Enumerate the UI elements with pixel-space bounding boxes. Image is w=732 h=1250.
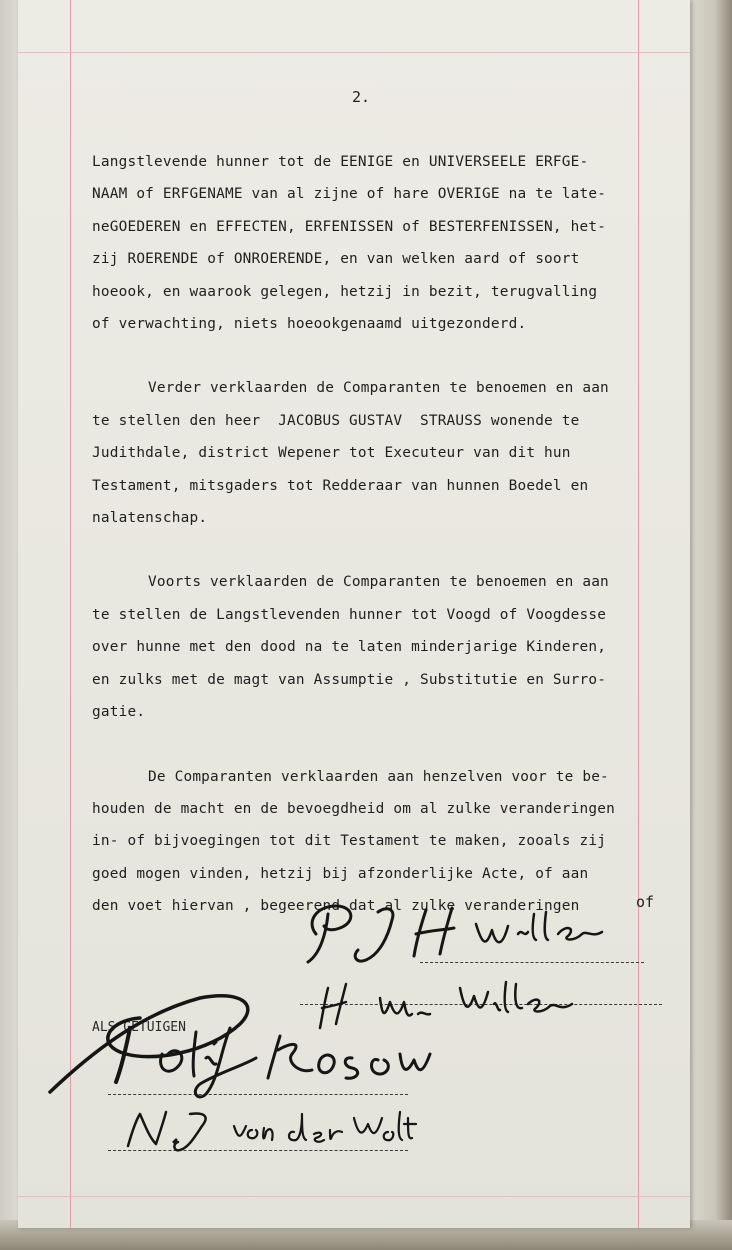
text-line: Langstlevende hunner tot de EENIGE en UNIVERSEELE ERFGE- [92, 154, 589, 170]
paragraph-gap [92, 534, 667, 566]
text-line: NAAM of ERFGENAME van al zijne of hare OVERIGE na te late- [92, 186, 607, 203]
text-line: Verder verklaarden de Comparanten te benoemen en aan [148, 380, 609, 397]
text-line: Testament, mitsgaders tot Redderaar van hunnen Boedel en [92, 477, 589, 494]
paragraph-gap [92, 729, 667, 761]
text-line: in- of bijvoegingen tot dit Testament te maken, zooals zij [92, 833, 607, 850]
text-line: en zulks met de magt van Assumptie , Substitutie en Surro- [92, 671, 607, 688]
text-line: te stellen den heer JACOBUS GUSTAV STRAUSS wonende te [92, 412, 580, 429]
text-line: nalatenschap. [92, 510, 208, 527]
bottom-rule-line [18, 1196, 690, 1197]
paragraph-gap [92, 340, 667, 372]
paragraph-1 [92, 146, 667, 340]
text-line: gatie. [92, 704, 146, 721]
text-line: houden de macht en de bevoegdheid om al zulke veranderingen [92, 800, 615, 817]
text-line: Judithdale, district Wepener tot Executeur van dit hun [92, 445, 571, 462]
text-line: De Comparanten verklaarden aan henzelven voor te be- [148, 768, 609, 785]
paragraph-2 [92, 372, 667, 534]
page-number: 2. [352, 88, 371, 106]
text-line: over hunne met den dood na te laten minderjarige Kinderen, [92, 639, 607, 656]
witness-label: ALS GETUIGEN [92, 1020, 186, 1035]
text-line: neGOEDEREN en EFFECTEN, ERFENISSEN of BESTERFENISSEN, het- [92, 218, 607, 235]
top-rule-line [18, 52, 690, 53]
continuation-word: of [636, 893, 655, 911]
document-body [92, 146, 667, 923]
text-line: te stellen de Langstlevenden hunner tot Voogd of Voogdesse [92, 606, 607, 623]
text-line: of verwachting, niets hoeookgenaamd uitgezonderd. [92, 316, 527, 333]
signature-witness-van-der-walt [118, 1104, 418, 1154]
text-line: hoeook, en waarook gelegen, hetzij in bezit, terugvalling [92, 283, 598, 300]
text-line: den voet hiervan , begeerend dat al zulke veranderingen [92, 898, 580, 915]
signature-pj-wilken [296, 894, 626, 974]
signature-witness-rossow [30, 984, 460, 1104]
text-line: Voorts verklaarden de Comparanten te benoemen en aan [148, 574, 609, 591]
text-line: goed mogen vinden, hetzij bij afzonderlijke Acte, of aan [92, 865, 589, 882]
background-right [690, 0, 732, 1250]
text-line: zij ROERENDE of ONROERENDE, en van welken aard of soort [92, 251, 580, 268]
paragraph-3 [92, 566, 667, 728]
